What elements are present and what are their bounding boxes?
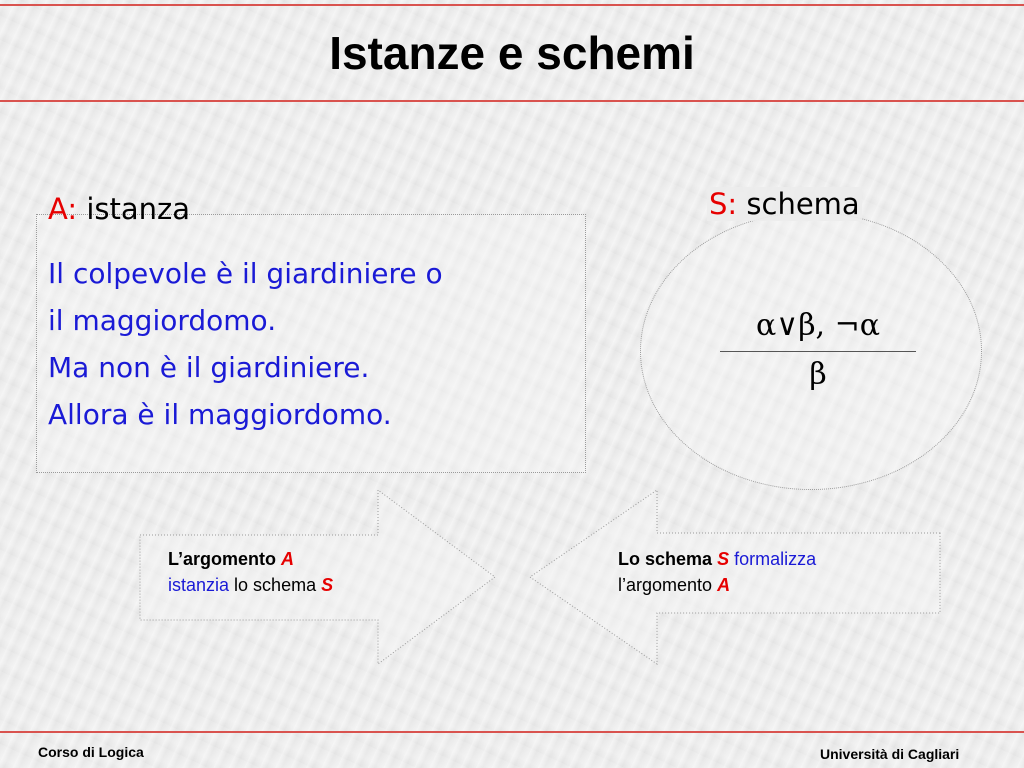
arrow-right-w2: S (717, 549, 730, 569)
instance-line: Il colpevole è il giardiniere o (48, 257, 443, 290)
footer-course: Corso di Logica (38, 744, 144, 760)
schema-label-word: schema (746, 187, 860, 221)
arrow-left-text (168, 546, 333, 598)
instance-line: il maggiordomo. (48, 304, 277, 337)
arrow-left-w1: L’argomento (168, 549, 277, 569)
arrow-left-w4: lo schema (234, 575, 317, 595)
arrow-left-w5: S (321, 575, 334, 595)
arrow-right-w4: l’argomento (618, 575, 713, 595)
slide-title: Istanze e schemi (329, 27, 695, 79)
footer-divider (0, 731, 1024, 733)
arrow-right-w1: Lo schema (618, 549, 713, 569)
footer-university: Università di Cagliari (820, 746, 960, 762)
arrow-right-w3: formalizza (734, 549, 817, 569)
arrow-right-text (618, 546, 816, 598)
arrow-right-w5: A (717, 575, 731, 595)
schema-conclusion: β (809, 357, 827, 392)
instance-line: Allora è il maggiordomo. (48, 398, 392, 431)
schema-premises: α∨β, ¬α (755, 308, 881, 343)
instance-line: Ma non è il giardiniere. (48, 351, 370, 384)
schema-label: S: (709, 187, 738, 221)
arrow-left-w2: A (281, 549, 295, 569)
instance-label-word: istanza (86, 192, 191, 226)
instance-label: A: (48, 192, 78, 226)
arrow-left-w3: istanzia (168, 575, 230, 595)
